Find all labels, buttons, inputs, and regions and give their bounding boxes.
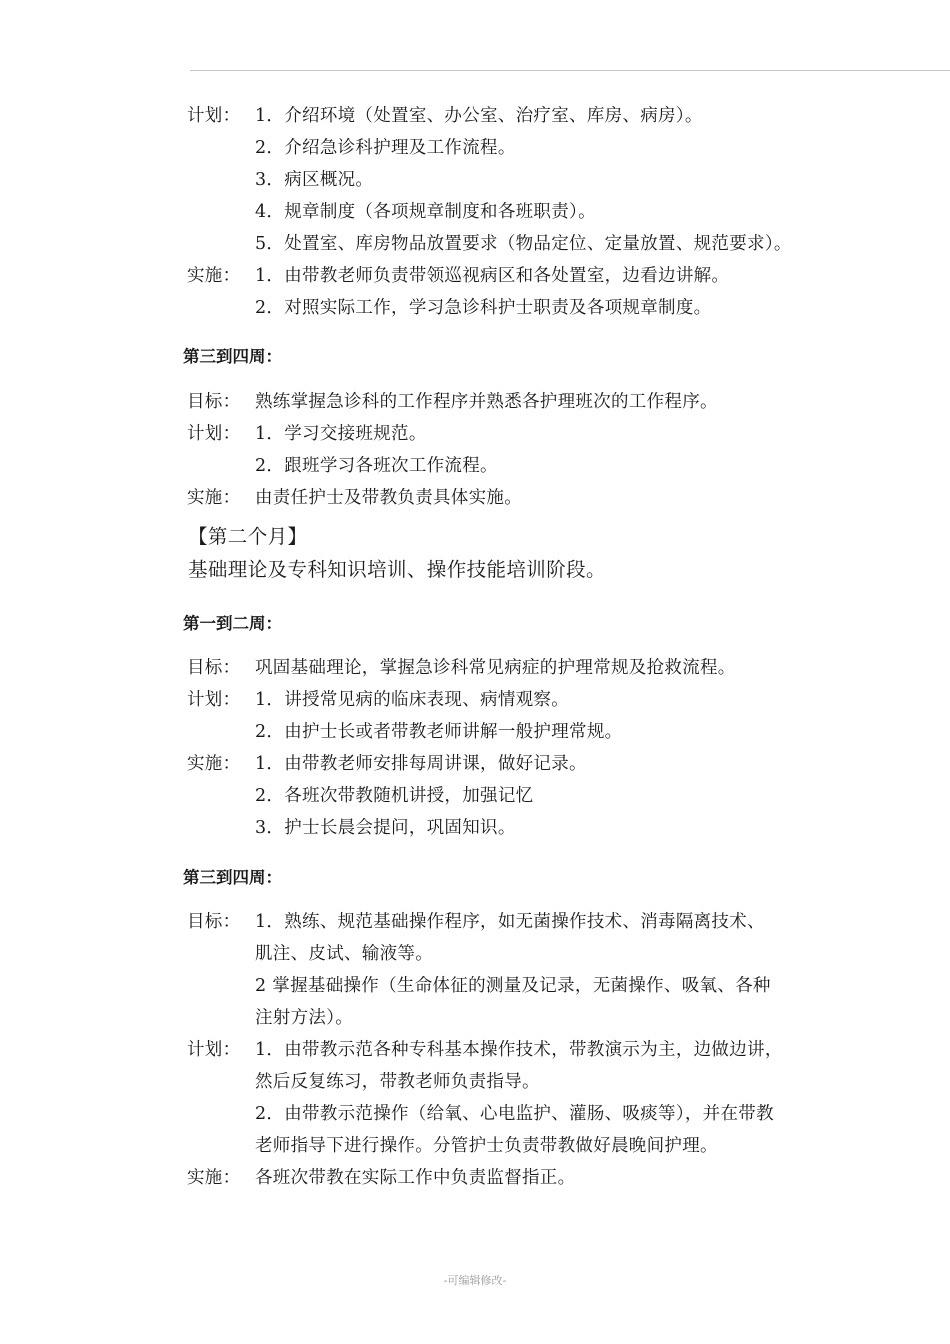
impl-text: 由责任护士及带教负责具体实施。 — [255, 488, 522, 508]
month-subtitle: 基础理论及专科知识培训、操作技能培训阶段。 — [188, 558, 606, 581]
impl-item: 2．对照实际工作，学习急诊科护士职责及各项规章制度。 — [255, 298, 712, 318]
plan-line: 1．由带教示范各种专科基本操作技术，带教演示为主，边做边讲， — [255, 1040, 783, 1060]
goal-label: 目标： — [187, 912, 241, 932]
impl-item: 2．各班次带教随机讲授，加强记忆 — [255, 786, 534, 806]
plan-item: 5．处置室、库房物品放置要求（物品定位、定量放置、规范要求）。 — [255, 234, 792, 254]
plan-item: 2．由护士长或者带教老师讲解一般护理常规。 — [255, 722, 623, 742]
goal-line: 注射方法）。 — [255, 1008, 354, 1028]
impl-label: 实施： — [187, 1168, 241, 1188]
plan-item: 3．病区概况。 — [255, 170, 374, 190]
impl-item: 3．护士长晨会提问，巩固知识。 — [255, 818, 516, 838]
plan-line: 然后反复练习，带教老师负责指导。 — [255, 1072, 540, 1092]
page-footer: -可编辑修改- — [443, 1274, 507, 1287]
impl-text: 各班次带教在实际工作中负责监督指正。 — [255, 1168, 576, 1188]
goal-label: 目标： — [187, 658, 241, 678]
plan-item: 1．学习交接班规范。 — [255, 424, 427, 444]
plan-item: 1．介绍环境（处置室、办公室、治疗室、库房、病房）。 — [255, 106, 703, 126]
plan-line: 2．由带教示范操作（给氧、心电监护、灌肠、吸痰等），并在带教 — [255, 1104, 774, 1124]
plan-label: 计划： — [187, 424, 241, 444]
section-heading: 第三到四周： — [183, 347, 282, 366]
impl-item: 1．由带教老师负责带领巡视病区和各处置室，边看边讲解。 — [255, 266, 730, 286]
goal-text: 巩固基础理论，掌握急诊科常见病症的护理常规及抢救流程。 — [255, 658, 736, 678]
impl-label: 实施： — [187, 266, 241, 286]
plan-item: 2．跟班学习各班次工作流程。 — [255, 456, 498, 476]
plan-line: 老师指导下进行操作。分管护士负责带教做好晨晚间护理。 — [255, 1136, 718, 1156]
plan-item: 1．讲授常见病的临床表现、病情观察。 — [255, 690, 570, 710]
plan-item: 2．介绍急诊科护理及工作流程。 — [255, 138, 516, 158]
goal-text: 熟练掌握急诊科的工作程序并熟悉各护理班次的工作程序。 — [255, 392, 718, 412]
impl-label: 实施： — [187, 488, 241, 508]
section-heading: 第三到四周： — [183, 868, 282, 887]
month-title: 【第二个月】 — [188, 525, 308, 548]
impl-label: 实施： — [187, 754, 241, 774]
goal-line: 肌注、皮试、输液等。 — [255, 944, 433, 964]
header-rule — [190, 70, 950, 71]
goal-line: 1．熟练、规范基础操作程序，如无菌操作技术、消毒隔离技术、 — [255, 912, 765, 932]
plan-label: 计划： — [187, 1040, 241, 1060]
goal-label: 目标： — [187, 392, 241, 412]
plan-label: 计划： — [187, 106, 241, 126]
section-heading: 第一到二周： — [183, 614, 282, 633]
plan-label: 计划： — [187, 690, 241, 710]
goal-line: 2 掌握基础操作（生命体征的测量及记录，无菌操作、吸氧、各种 — [255, 976, 771, 996]
plan-item: 4．规章制度（各项规章制度和各班职责）。 — [255, 202, 596, 222]
impl-item: 1．由带教老师安排每周讲课，做好记录。 — [255, 754, 587, 774]
